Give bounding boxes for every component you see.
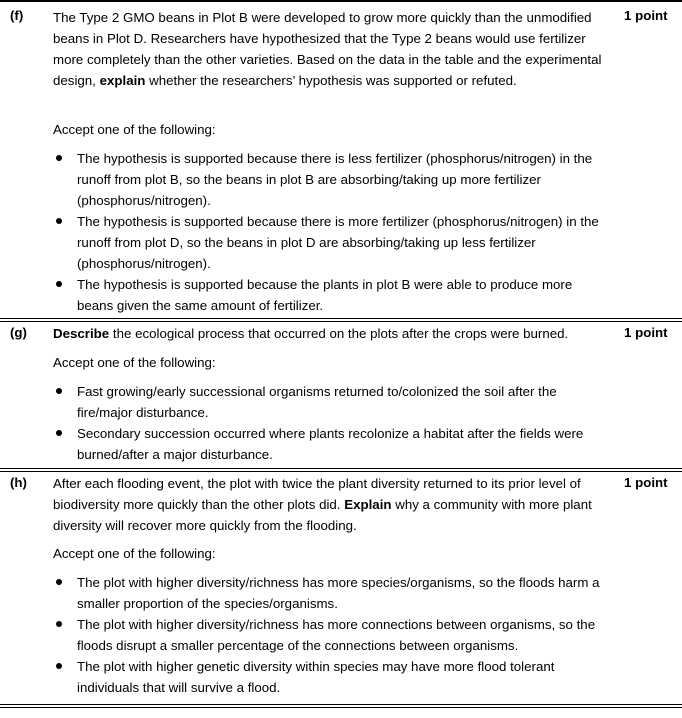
part-label: (f) <box>10 8 24 23</box>
bullet-icon <box>56 388 62 394</box>
answer-text: The hypothesis is supported because there is more fertilizer (phosphorus/nitrogen) in the runoff from plot D, so the beans in plot D are absorbing/taking up less fertilizer (phosphorus/nitrogen). <box>77 214 599 271</box>
answer-text: The hypothesis is supported because the plants in plot B were able to produce more beans given the same amount of fertilizer. <box>77 277 573 313</box>
points-badge: 1 point <box>624 475 668 490</box>
bullet-icon <box>56 579 62 585</box>
bullet-icon <box>56 621 62 627</box>
question-text-part2: whether the researchers’ hypothesis was supported or refuted. <box>149 73 517 88</box>
question-keyword: Describe <box>53 326 110 341</box>
part-label: (h) <box>10 475 27 490</box>
bullet-icon <box>56 218 62 224</box>
answer-text: The hypothesis is supported because there is less fertilizer (phosphorus/nitrogen) in the runoff from plot B, so the beans in plot B are absorbing/taking up more fertilizer (phosphorus/nitrogen). <box>77 151 593 208</box>
question-text <box>53 7 613 91</box>
answer-text: The plot with higher diversity/richness has more connections between organisms, so the floods disrupt a smaller percentage of the connections between organisms. <box>77 617 596 653</box>
bottom-rule <box>0 704 682 708</box>
points-badge: 1 point <box>624 325 668 340</box>
part-label: (g) <box>10 325 27 340</box>
question-text-part2: the ecological process that occurred on the plots after the crops were burned. <box>112 326 569 341</box>
top-rule <box>0 0 682 2</box>
accept-instruction: Accept one of the following: <box>53 355 216 370</box>
question-keyword: explain <box>99 73 146 88</box>
answer-text: Fast growing/early successional organisms returned to/colonized the soil after the fire/major disturbance. <box>77 384 557 420</box>
question-text-part1: After each flooding event, the plot with twice the plant diversity returned to its prior level of biodiversity more quickly than the other plots did. <box>53 476 581 512</box>
section-divider <box>0 318 682 322</box>
question-text-part2: why a community with more plant diversity will recover more quickly from the flooding. <box>53 497 592 533</box>
question-text <box>53 473 613 536</box>
points-badge: 1 point <box>624 8 668 23</box>
answer-text: Secondary succession occurred where plants recolonize a habitat after the fields were burned/after a major disturbance. <box>77 426 584 462</box>
bullet-icon <box>56 663 62 669</box>
question-text-part1: The Type 2 GMO beans in Plot B were developed to grow more quickly than the unmodified beans in Plot D. Researchers have hypothesized that the Type 2 beans would use fertilizer more completely than the other varieties. Based on the data in the table and the experimental design, <box>53 10 602 88</box>
answer-text: The plot with higher genetic diversity within species may have more flood tolerant individuals that will survive a flood. <box>77 659 555 695</box>
accept-instruction: Accept one of the following: <box>53 546 216 561</box>
bullet-icon <box>56 430 62 436</box>
bullet-icon <box>56 281 62 287</box>
section-divider <box>0 468 682 472</box>
accept-instruction: Accept one of the following: <box>53 122 216 137</box>
bullet-icon <box>56 155 62 161</box>
question-keyword: Explain <box>344 497 392 512</box>
answer-text: The plot with higher diversity/richness has more species/organisms, so the floods harm a smaller proportion of the species/organisms. <box>77 575 600 611</box>
question-text <box>53 323 613 344</box>
